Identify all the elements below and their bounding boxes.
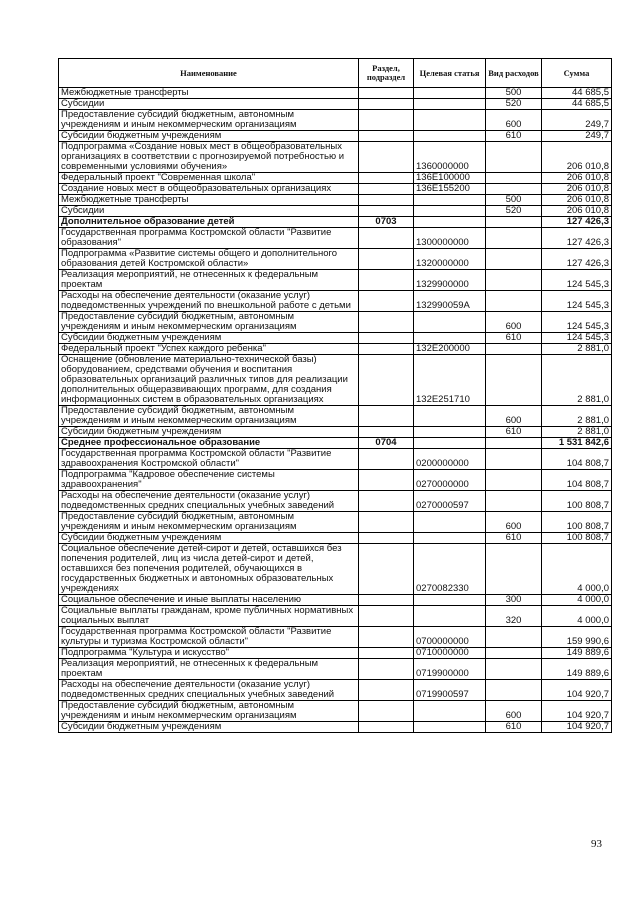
cell-target: 0719900000	[414, 659, 486, 680]
cell-sum: 127 426,3	[542, 217, 612, 228]
cell-section	[359, 470, 414, 491]
cell-sum: 4 000,0	[542, 606, 612, 627]
cell-name: Государственная программа Костромской области "Развитие образования"	[59, 228, 359, 249]
cell-section	[359, 228, 414, 249]
cell-name: Предоставление субсидий бюджетным, автономным учреждениям и иным некоммерческим организациям	[59, 312, 359, 333]
cell-name: Субсидии бюджетным учреждениям	[59, 333, 359, 344]
cell-sum: 1 531 842,6	[542, 438, 612, 449]
cell-target: 132990059А	[414, 291, 486, 312]
cell-target	[414, 195, 486, 206]
table-header	[59, 59, 612, 88]
cell-sum: 249,7	[542, 131, 612, 142]
header-sum: Сумма	[542, 59, 612, 88]
cell-sum: 100 808,7	[542, 491, 612, 512]
cell-name: Федеральный проект "Современная школа"	[59, 173, 359, 184]
cell-target	[414, 606, 486, 627]
table-row	[59, 648, 612, 659]
cell-sum: 4 000,0	[542, 544, 612, 595]
cell-section	[359, 512, 414, 533]
table-row	[59, 491, 612, 512]
cell-section	[359, 427, 414, 438]
cell-target: 132E200000	[414, 344, 486, 355]
cell-name: Предоставление субсидий бюджетным, автономным учреждениям и иным некоммерческим организациям	[59, 701, 359, 722]
cell-section	[359, 355, 414, 406]
cell-target: 1300000000	[414, 228, 486, 249]
cell-expense: 610	[486, 533, 542, 544]
cell-name: Подпрограмма "Культура и искусство"	[59, 648, 359, 659]
cell-sum: 127 426,3	[542, 228, 612, 249]
cell-target	[414, 110, 486, 131]
cell-name: Предоставление субсидий бюджетным, автономным учреждениям и иным некоммерческим организациям	[59, 406, 359, 427]
cell-sum: 127 426,3	[542, 249, 612, 270]
cell-target	[414, 206, 486, 217]
table-row	[59, 606, 612, 627]
table-row	[59, 701, 612, 722]
cell-section	[359, 701, 414, 722]
cell-section	[359, 131, 414, 142]
cell-section	[359, 627, 414, 648]
table-row	[59, 217, 612, 228]
cell-name: Федеральный проект "Успех каждого ребенка"	[59, 344, 359, 355]
cell-expense: 500	[486, 88, 542, 99]
cell-expense: 320	[486, 606, 542, 627]
cell-target	[414, 99, 486, 110]
cell-target	[414, 701, 486, 722]
cell-expense: 500	[486, 195, 542, 206]
table-row	[59, 131, 612, 142]
cell-expense	[486, 491, 542, 512]
table-row	[59, 406, 612, 427]
cell-target	[414, 333, 486, 344]
cell-section	[359, 491, 414, 512]
table-row	[59, 270, 612, 291]
cell-target	[414, 512, 486, 533]
table-row	[59, 533, 612, 544]
table-row	[59, 449, 612, 470]
cell-name: Субсидии бюджетным учреждениям	[59, 131, 359, 142]
cell-section	[359, 110, 414, 131]
cell-section	[359, 249, 414, 270]
cell-expense	[486, 355, 542, 406]
cell-name: Межбюджетные трансферты	[59, 195, 359, 206]
cell-name: Создание новых мест в общеобразовательных организациях	[59, 184, 359, 195]
cell-section	[359, 291, 414, 312]
header-expense: Вид расходов	[486, 59, 542, 88]
table-row	[59, 544, 612, 595]
cell-name: Среднее профессиональное образование	[59, 438, 359, 449]
cell-sum: 124 545,3	[542, 291, 612, 312]
table-row	[59, 659, 612, 680]
cell-section	[359, 142, 414, 173]
table-row	[59, 627, 612, 648]
header-target: Целевая статья	[414, 59, 486, 88]
cell-sum: 206 010,8	[542, 206, 612, 217]
cell-sum: 206 010,8	[542, 184, 612, 195]
cell-sum: 100 808,7	[542, 533, 612, 544]
cell-section	[359, 206, 414, 217]
cell-name: Предоставление субсидий бюджетным, автономным учреждениям и иным некоммерческим организациям	[59, 110, 359, 131]
cell-name: Социальные выплаты гражданам, кроме публичных нормативных социальных выплат	[59, 606, 359, 627]
cell-section	[359, 722, 414, 733]
cell-sum: 44 685,5	[542, 99, 612, 110]
table-row	[59, 680, 612, 701]
cell-name: Субсидии бюджетным учреждениям	[59, 427, 359, 438]
cell-name: Расходы на обеспечение деятельности (оказание услуг) подведомственных учреждений по внешкольной работе с детьми	[59, 291, 359, 312]
cell-expense	[486, 438, 542, 449]
cell-target	[414, 312, 486, 333]
table-row	[59, 512, 612, 533]
cell-sum: 100 808,7	[542, 512, 612, 533]
cell-expense: 600	[486, 110, 542, 131]
table-row	[59, 228, 612, 249]
cell-sum: 149 889,6	[542, 659, 612, 680]
cell-sum: 206 010,8	[542, 173, 612, 184]
cell-section	[359, 595, 414, 606]
table-row	[59, 470, 612, 491]
cell-sum: 104 920,7	[542, 680, 612, 701]
cell-expense: 520	[486, 206, 542, 217]
table-row	[59, 438, 612, 449]
table-row	[59, 184, 612, 195]
cell-name: Предоставление субсидий бюджетным, автономным учреждениям и иным некоммерческим организациям	[59, 512, 359, 533]
cell-section	[359, 659, 414, 680]
cell-sum: 206 010,8	[542, 195, 612, 206]
cell-expense: 600	[486, 701, 542, 722]
cell-sum: 149 889,6	[542, 648, 612, 659]
cell-sum: 124 545,3	[542, 312, 612, 333]
cell-sum: 124 545,3	[542, 270, 612, 291]
cell-target: 0270000000	[414, 470, 486, 491]
cell-target: 136E155200	[414, 184, 486, 195]
cell-section	[359, 648, 414, 659]
table-row	[59, 291, 612, 312]
cell-section: 0704	[359, 438, 414, 449]
cell-expense	[486, 270, 542, 291]
cell-expense	[486, 173, 542, 184]
cell-expense	[486, 659, 542, 680]
cell-expense: 610	[486, 427, 542, 438]
cell-sum: 104 808,7	[542, 470, 612, 491]
cell-sum: 159 990,6	[542, 627, 612, 648]
cell-section	[359, 270, 414, 291]
table-row	[59, 249, 612, 270]
cell-section	[359, 99, 414, 110]
cell-expense	[486, 344, 542, 355]
cell-section	[359, 173, 414, 184]
budget-table	[58, 58, 612, 733]
table-row	[59, 355, 612, 406]
cell-name: Реализация мероприятий, не отнесенных к федеральным проектам	[59, 270, 359, 291]
cell-expense	[486, 291, 542, 312]
cell-expense: 610	[486, 333, 542, 344]
cell-name: Дополнительное образование детей	[59, 217, 359, 228]
cell-target	[414, 427, 486, 438]
cell-name: Межбюджетные трансферты	[59, 88, 359, 99]
cell-name: Социальное обеспечение и иные выплаты населению	[59, 595, 359, 606]
cell-expense	[486, 544, 542, 595]
table-row	[59, 344, 612, 355]
cell-name: Субсидии бюджетным учреждениям	[59, 722, 359, 733]
cell-expense: 610	[486, 131, 542, 142]
cell-expense: 300	[486, 595, 542, 606]
table-row	[59, 722, 612, 733]
cell-section	[359, 606, 414, 627]
cell-expense: 610	[486, 722, 542, 733]
table-row	[59, 142, 612, 173]
cell-section	[359, 88, 414, 99]
cell-name: Подпрограмма «Развитие системы общего и дополнительного образования детей Костромской области»	[59, 249, 359, 270]
cell-sum: 2 881,0	[542, 355, 612, 406]
cell-target: 0719900597	[414, 680, 486, 701]
cell-target: 1360000000	[414, 142, 486, 173]
header-name: Наименование	[59, 59, 359, 88]
cell-name: Субсидии	[59, 206, 359, 217]
table-row	[59, 333, 612, 344]
cell-section	[359, 544, 414, 595]
cell-expense: 520	[486, 99, 542, 110]
cell-target: 132E251710	[414, 355, 486, 406]
table-row	[59, 427, 612, 438]
cell-target	[414, 88, 486, 99]
cell-section: 0703	[359, 217, 414, 228]
cell-target	[414, 722, 486, 733]
cell-expense	[486, 184, 542, 195]
cell-expense: 600	[486, 512, 542, 533]
cell-target: 0710000000	[414, 648, 486, 659]
page-number: 93	[591, 838, 602, 850]
cell-name: Расходы на обеспечение деятельности (оказание услуг) подведомственных средних специальных учебных заведений	[59, 680, 359, 701]
cell-target: 0700000000	[414, 627, 486, 648]
cell-name: Реализация мероприятий, не отнесенных к федеральным проектам	[59, 659, 359, 680]
cell-sum: 249,7	[542, 110, 612, 131]
cell-expense	[486, 627, 542, 648]
table-row	[59, 173, 612, 184]
cell-sum: 124 545,3	[542, 333, 612, 344]
cell-expense	[486, 680, 542, 701]
cell-sum: 104 920,7	[542, 701, 612, 722]
cell-expense	[486, 217, 542, 228]
cell-name: Субсидии бюджетным учреждениям	[59, 533, 359, 544]
cell-sum: 4 000,0	[542, 595, 612, 606]
cell-target	[414, 406, 486, 427]
cell-section	[359, 312, 414, 333]
cell-target	[414, 595, 486, 606]
cell-section	[359, 184, 414, 195]
header-row	[59, 59, 612, 88]
cell-sum: 206 010,8	[542, 142, 612, 173]
cell-target	[414, 438, 486, 449]
cell-expense	[486, 249, 542, 270]
cell-target	[414, 131, 486, 142]
cell-sum: 2 881,0	[542, 344, 612, 355]
table-row	[59, 88, 612, 99]
cell-section	[359, 680, 414, 701]
cell-section	[359, 195, 414, 206]
cell-name: Социальное обеспечение детей-сирот и детей, оставшихся без попечения родителей, лиц из числа детей-сирот и детей, оставшихся без попечения родителей, обучающихся в государственных бюджетных и автономных образовательных учреждениях	[59, 544, 359, 595]
cell-target: 0200000000	[414, 449, 486, 470]
cell-section	[359, 406, 414, 427]
cell-sum: 2 881,0	[542, 406, 612, 427]
cell-expense	[486, 648, 542, 659]
cell-section	[359, 533, 414, 544]
table-row	[59, 312, 612, 333]
cell-expense	[486, 228, 542, 249]
cell-name: Оснащение (обновление материально-технической базы) оборудованием, средствами обучения и воспитания образовательных организаций различных типов для реализации дополнительных общеразвивающих программ, для создания информационных систем в образовательных организациях	[59, 355, 359, 406]
table-row	[59, 195, 612, 206]
table-row	[59, 595, 612, 606]
cell-sum: 2 881,0	[542, 427, 612, 438]
cell-target	[414, 533, 486, 544]
cell-sum: 44 685,5	[542, 88, 612, 99]
cell-section	[359, 449, 414, 470]
cell-expense: 600	[486, 406, 542, 427]
cell-name: Подпрограмма "Кадровое обеспечение системы здравоохранения"	[59, 470, 359, 491]
cell-target: 0270000597	[414, 491, 486, 512]
cell-expense	[486, 449, 542, 470]
cell-expense: 600	[486, 312, 542, 333]
cell-expense	[486, 142, 542, 173]
cell-sum: 104 808,7	[542, 449, 612, 470]
cell-name: Субсидии	[59, 99, 359, 110]
cell-target	[414, 217, 486, 228]
table-row	[59, 206, 612, 217]
table-row	[59, 110, 612, 131]
cell-expense	[486, 470, 542, 491]
cell-target: 1320000000	[414, 249, 486, 270]
cell-target: 0270082330	[414, 544, 486, 595]
cell-section	[359, 344, 414, 355]
cell-name: Подпрограмма «Создание новых мест в общеобразовательных организациях в соответствии с прогнозируемой потребностью и современными условиями обучения»	[59, 142, 359, 173]
cell-name: Государственная программа Костромской области "Развитие культуры и туризма Костромской области"	[59, 627, 359, 648]
table-body	[59, 88, 612, 733]
header-section: Раздел, подраздел	[359, 59, 414, 88]
cell-target: 136E100000	[414, 173, 486, 184]
cell-name: Расходы на обеспечение деятельности (оказание услуг) подведомственных средних специальных учебных заведений	[59, 491, 359, 512]
cell-section	[359, 333, 414, 344]
cell-sum: 104 920,7	[542, 722, 612, 733]
cell-name: Государственная программа Костромской области "Развитие здравоохранения Костромской области"	[59, 449, 359, 470]
table-row	[59, 99, 612, 110]
cell-target: 1329900000	[414, 270, 486, 291]
